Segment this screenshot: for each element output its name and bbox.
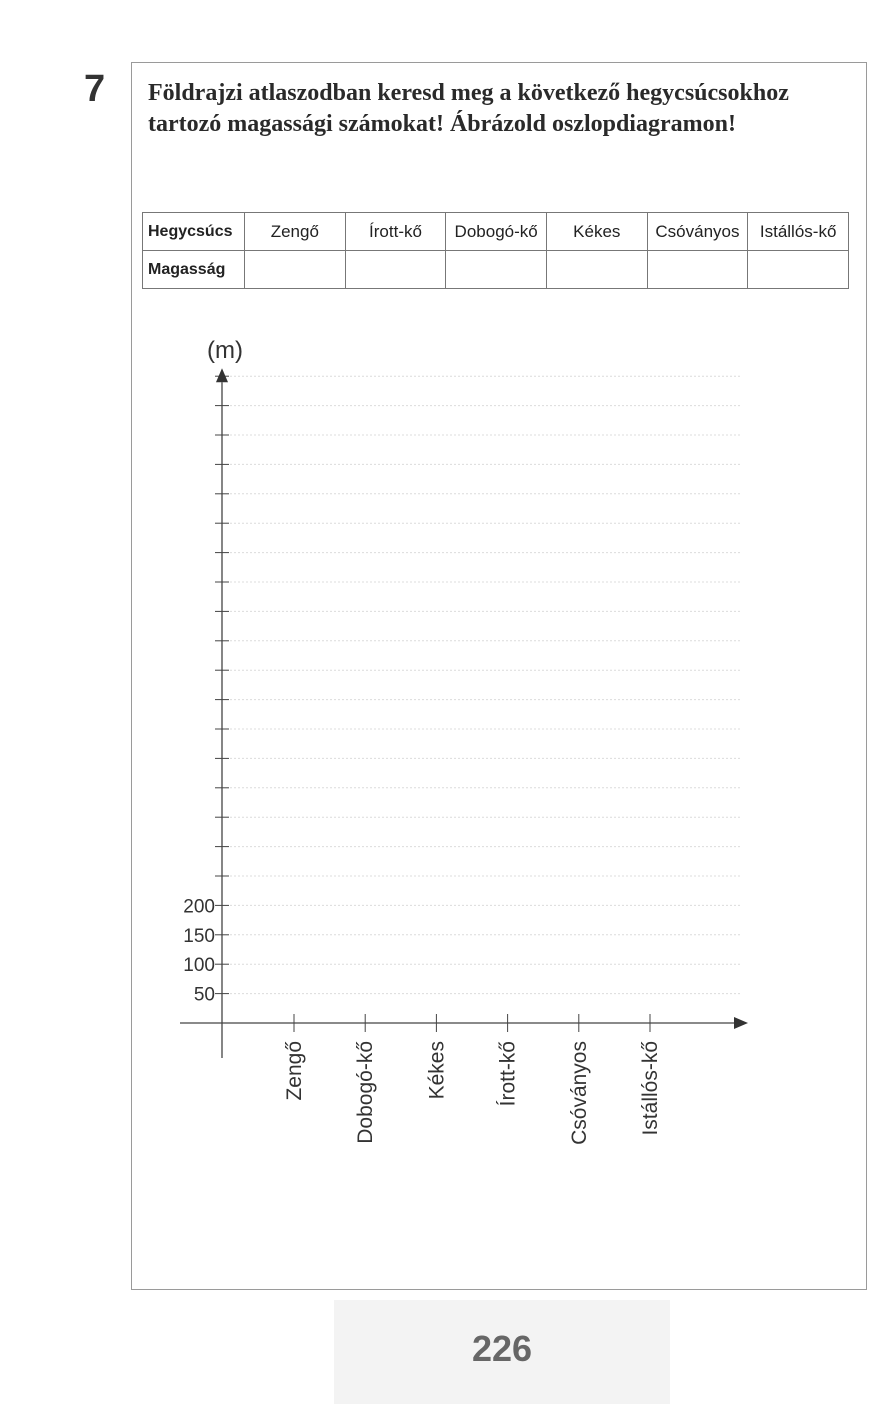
- peak-name-cell: Csóványos: [647, 213, 748, 251]
- x-axis-arrow: [734, 1017, 748, 1029]
- row-header-height: Magasság: [143, 251, 245, 289]
- peak-name-cell: Írott-kő: [345, 213, 446, 251]
- row-header-peak: Hegycsúcs: [143, 213, 245, 251]
- y-tick-label: 200: [183, 896, 215, 918]
- y-tick-label: 50: [193, 984, 215, 1006]
- peak-name-cell: Zengő: [245, 213, 346, 251]
- x-tick-label: Dobogó-kő: [354, 1041, 378, 1144]
- y-axis-arrow: [216, 368, 228, 382]
- x-tick-label: Írott-kő: [496, 1041, 520, 1107]
- peak-name-cell: Dobogó-kő: [446, 213, 547, 251]
- peak-name-cell: Kékes: [546, 213, 647, 251]
- y-axis-label: (m): [207, 337, 243, 365]
- x-tick-label: Csóványos: [567, 1041, 591, 1145]
- task-number: 7: [84, 68, 106, 110]
- x-tick-label: Kékes: [425, 1041, 449, 1100]
- x-tick-label: Istállós-kő: [639, 1041, 662, 1136]
- y-tick-label: 100: [183, 955, 215, 977]
- y-tick-label: 150: [183, 925, 215, 947]
- x-tick-label: Zengő: [283, 1041, 306, 1101]
- task-instruction-line-1: Földrajzi atlaszodban keresd meg a következő hegycsúcsokhoz: [148, 80, 789, 106]
- page-number: 226: [471, 1328, 533, 1369]
- peak-name-cell: Istállós-kő: [748, 213, 849, 251]
- task-instruction-line-2: tartozó magassági számokat! Ábrázold oszlopdiagramon!: [148, 111, 736, 137]
